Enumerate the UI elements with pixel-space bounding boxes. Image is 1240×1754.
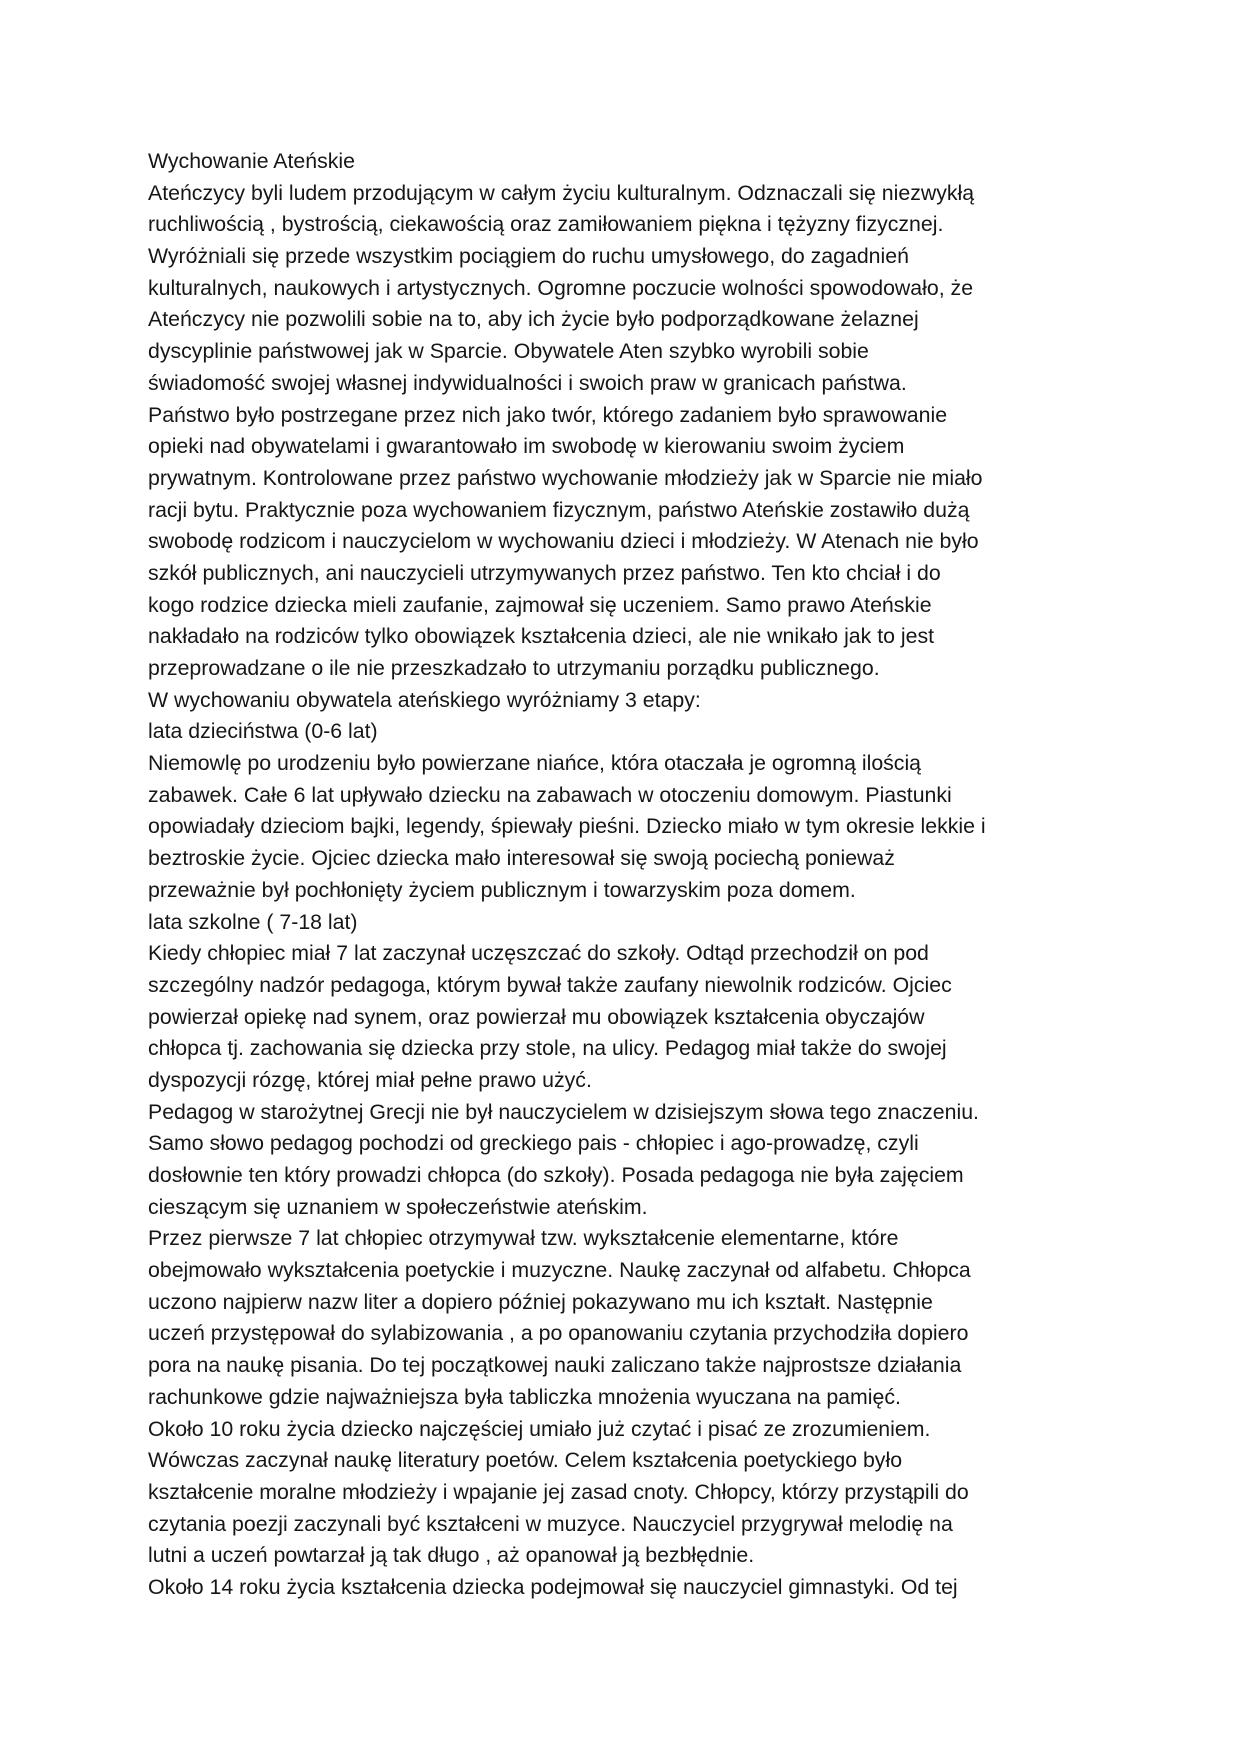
text-line: racji bytu. Praktycznie poza wychowaniem fizycznym, państwo Ateńskie zostawiło dużą	[148, 497, 970, 522]
text-line: Wówczas zaczynał naukę literatury poetów. Celem kształcenia poetyckiego było	[148, 1448, 903, 1473]
text-line: kogo rodzice dziecka mieli zaufanie, zajmował się uczeniem. Samo prawo Ateńskie	[148, 592, 932, 617]
text-line: kulturalnych, naukowych i artystycznych. Ogromne poczucie wolności spowodowało, że	[148, 275, 974, 300]
text-line: W wychowaniu obywatela ateńskiego wyróżniamy 3 etapy:	[148, 687, 701, 712]
text-line: opowiadały dzieciom bajki, legendy, śpiewały pieśni. Dziecko miało w tym okresie lekkie i	[148, 814, 986, 839]
text-line: lutni a uczeń powtarzał ją tak długo , aż opanował ją bezbłędnie.	[148, 1543, 755, 1568]
text-line: dyspozycji rózgę, której miał pełne prawo użyć.	[148, 1067, 592, 1092]
text-line: powierzał opiekę nad synem, oraz powierzał mu obowiązek kształcenia obyczajów	[148, 1004, 925, 1029]
text-line: dyscyplinie państwowej jak w Sparcie. Obywatele Aten szybko wyrobili sobie	[148, 339, 869, 364]
text-line: Około 14 roku życia kształcenia dziecka podejmował się nauczyciel gimnastyki. Od tej	[148, 1574, 958, 1599]
section-heading: lata dzieciństwa (0-6 lat)	[148, 719, 378, 744]
text-line: swobodę rodzicom i nauczycielom w wychowaniu dzieci i młodzieży. W Atenach nie było	[148, 529, 979, 554]
text-line: cieszącym się uznaniem w społeczeństwie ateńskim.	[148, 1194, 648, 1219]
text-line: beztroskie życie. Ojciec dziecka mało interesował się swoją pociechą ponieważ	[148, 846, 895, 871]
text-line: kształcenie moralne młodzieży i wpajanie jej zasad cnoty. Chłopcy, którzy przystąpili do	[148, 1479, 969, 1504]
text-line: przeprowadzane o ile nie przeszkadzało to utrzymaniu porządku publicznego.	[148, 656, 880, 680]
text-line: Ateńczycy byli ludem przodującym w całym życiu kulturalnym. Odznaczali się niezwykłą	[148, 180, 975, 205]
text-line: nakładało na rodziców tylko obowiązek kształcenia dzieci, ale nie wnikało jak to jest	[148, 624, 935, 649]
text-line: prywatnym. Kontrolowane przez państwo wychowanie młodzieży jak w Sparcie nie miało	[148, 465, 983, 490]
section-heading: lata szkolne ( 7-18 lat)	[148, 909, 358, 934]
text-line: Samo słowo pedagog pochodzi od greckiego pais - chłopiec i ago-prowadzę, czyli	[148, 1131, 919, 1156]
text-line: chłopca tj. zachowania się dziecka przy stole, na ulicy. Pedagog miał także do swojej	[148, 1036, 947, 1061]
text-line: przeważnie był pochłonięty życiem publicznym i towarzyskim poza domem.	[148, 877, 856, 902]
text-line: uczeń przystępował do sylabizowania , a po opanowaniu czytania przychodziła dopiero	[148, 1321, 969, 1346]
text-line: szczególny nadzór pedagoga, którym bywał także zaufany niewolnik rodziców. Ojciec	[148, 972, 952, 997]
text-line: dosłownie ten który prowadzi chłopca (do szkoły). Posada pedagoga nie była zajęciem	[148, 1163, 964, 1187]
text-line: świadomość swojej własnej indywidualności i swoich praw w granicach państwa.	[148, 370, 907, 395]
text-line: ruchliwością , bystrością, ciekawością oraz zamiłowaniem piękna i tężyzny fizycznej.	[148, 212, 944, 237]
text-line: rachunkowe gdzie najważniejsza była tabliczka mnożenia wyuczana na pamięć.	[148, 1384, 901, 1409]
text-line: Wyróżniali się przede wszystkim pociągiem do ruchu umysłowego, do zagadnień	[148, 244, 909, 269]
document-text	[148, 146, 1108, 1604]
text-line: Pedagog w starożytnej Grecji nie był nauczycielem w dzisiejszym słowa tego znaczeniu.	[148, 1099, 979, 1124]
text-line: uczono najpierw nazw liter a dopiero później pokazywano mu ich kształt. Następnie	[148, 1289, 933, 1314]
text-line: obejmowało wykształcenia poetyckie i muzyczne. Naukę zaczynał od alfabetu. Chłopca	[148, 1258, 971, 1283]
text-line: pora na naukę pisania. Do tej początkowej nauki zaliczano także najprostsze działania	[148, 1353, 962, 1378]
text-line: Ateńczycy nie pozwolili sobie na to, aby ich życie było podporządkowane żelaznej	[148, 307, 919, 332]
text-line: Kiedy chłopiec miał 7 lat zaczynał uczęszczać do szkoły. Odtąd przechodził on pod	[148, 941, 929, 966]
text-line: Około 10 roku życia dziecko najczęściej umiało już czytać i pisać ze zrozumieniem.	[148, 1416, 931, 1441]
text-line: Przez pierwsze 7 lat chłopiec otrzymywał tzw. wykształcenie elementarne, które	[148, 1226, 899, 1251]
text-line: Państwo było postrzegane przez nich jako twór, którego zadaniem było sprawowanie	[148, 402, 948, 427]
text-line: zabawek. Całe 6 lat upływało dziecku na zabawach w otoczeniu domowym. Piastunki	[148, 782, 952, 807]
text-line: szkół publicznych, ani nauczycieli utrzymywanych przez państwo. Ten kto chciał i do	[148, 560, 941, 585]
text-line: Niemowlę po urodzeniu było powierzane niańce, która otaczała je ogromną ilością	[148, 751, 922, 776]
text-line: opieki nad obywatelami i gwarantowało im swobodę w kierowaniu swoim życiem	[148, 434, 905, 459]
document-title: Wychowanie Ateńskie	[148, 149, 355, 173]
text-line: czytania poezji zaczynali być kształceni w muzyce. Nauczyciel przygrywał melodię na	[148, 1511, 953, 1536]
